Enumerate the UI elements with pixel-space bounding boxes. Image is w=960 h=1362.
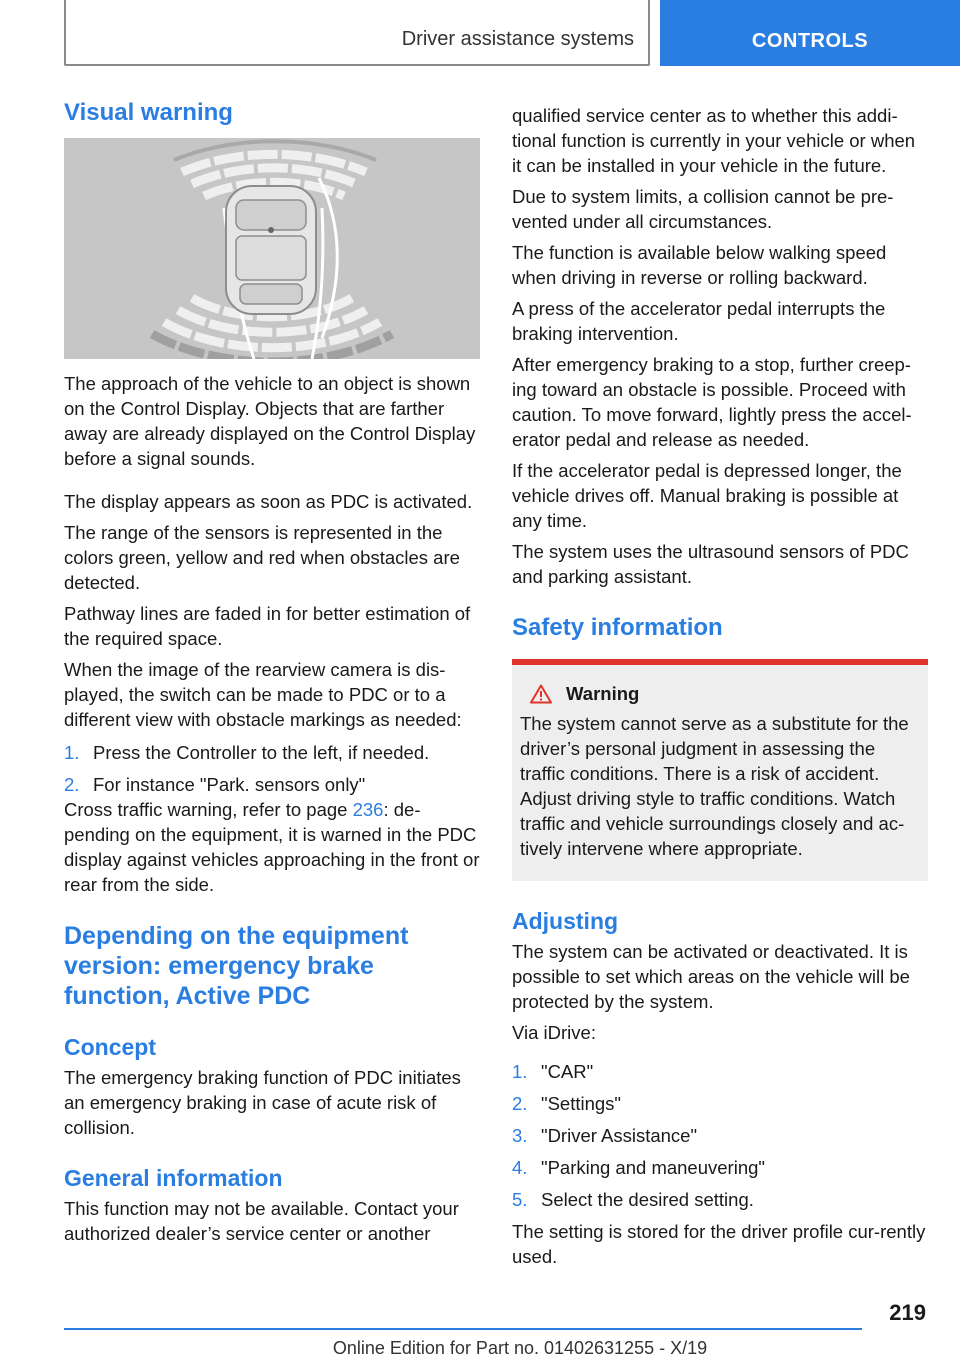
list-item <box>512 1091 928 1116</box>
creeping-paragraph: After emergency braking to a stop, further creep‐ing toward an obstacle is possible. Proceed with caution. To move forward, lightly press the accel‐erator pedal and release as needed. <box>512 354 912 450</box>
pdc-display-illustration <box>64 138 480 359</box>
warning-text: The system cannot serve as a substitute for the driver’s personal judgment in assessing the traffic conditions. There is a risk of accident. Adjust driving style to traffic conditions. Watch traffic and vehicle surroundings closely and ac‐tively intervene where appropriate. <box>520 713 909 859</box>
header-chapter-label: CONTROLS <box>751 30 869 52</box>
warning-title <box>530 683 920 705</box>
step-number: 1. <box>512 1061 528 1082</box>
pdc-display-image <box>64 138 480 359</box>
step-text: Select the desired setting. <box>541 1189 754 1210</box>
step-number: 3. <box>512 1125 528 1146</box>
concept-heading: Concept <box>64 1034 156 1060</box>
availability-paragraph: The function is available below walking speed when driving in reverse or rolling backward. <box>512 242 887 288</box>
general-information-paragraph: This function may not be available. Contact your authorized dealer’s service center or another <box>64 1198 459 1244</box>
list-item <box>512 1155 928 1180</box>
header-chapter-tab <box>660 0 960 66</box>
list-item <box>64 772 480 797</box>
visual-warning-paragraph-4: Pathway lines are faded in for better estimation of the required space. <box>64 603 471 649</box>
continued-paragraph: qualified service center as to whether this addi‐tional function is currently in your vehicle or when it can be installed in your vehicle in the future. <box>512 105 916 176</box>
visual-warning-paragraph-2: The display appears as soon as PDC is activated. <box>64 491 473 512</box>
adjusting-steps <box>512 1059 928 1212</box>
step-text: "CAR" <box>541 1061 594 1082</box>
visual-warning-paragraph-3: The range of the sensors is represented in the colors green, yellow and red when obstacles are detected. <box>64 522 460 593</box>
visual-warning-heading: Visual warning <box>64 99 233 126</box>
warning-triangle-icon <box>530 684 552 704</box>
cross-traffic-paragraph <box>64 797 480 897</box>
step-text: "Driver Assistance" <box>541 1125 698 1146</box>
list-item <box>512 1059 928 1084</box>
step-text: Press the Controller to the left, if needed. <box>93 742 430 763</box>
system-limits-paragraph: Due to system limits, a collision cannot be pre‐vented under all circumstances. <box>512 186 894 232</box>
drive-off-paragraph: If the accelerator pedal is depressed longer, the vehicle drives off. Manual braking is possible at any time. <box>512 460 902 531</box>
list-item <box>64 740 480 765</box>
visual-warning-paragraph-5: When the image of the rearview camera is dis‐played, the switch can be made to PDC or to a different view with obstacle markings as needed: <box>64 659 462 730</box>
step-number: 2. <box>512 1093 528 1114</box>
page-number: 219 <box>889 1300 926 1325</box>
right-column <box>512 103 928 1269</box>
step-number: 2. <box>64 774 80 795</box>
step-text: "Settings" <box>541 1093 621 1114</box>
stored-setting-paragraph: The setting is stored for the driver profile cur‐rently used. <box>512 1221 926 1267</box>
emergency-brake-heading: Depending on the equipment version: emergency brake function, Active PDC <box>64 922 409 1010</box>
accelerator-interrupt-paragraph: A press of the accelerator pedal interrupts the braking intervention. <box>512 298 886 344</box>
cross-traffic-text-end: : de‐pending on the equipment, it is warned in the PDC display against vehicles approaching in the front or rear from the side. <box>64 799 480 895</box>
cross-traffic-text-start: Cross traffic warning, refer to page <box>64 799 353 820</box>
via-idrive-label: Via iDrive: <box>512 1022 596 1043</box>
sensors-paragraph: The system uses the ultrasound sensors of PDC and parking assistant. <box>512 541 909 587</box>
edition-footer: Online Edition for Part no. 01402631255 - X/19 <box>332 1338 708 1358</box>
step-number: 5. <box>512 1189 528 1210</box>
visual-warning-paragraph-1: The approach of the vehicle to an object is shown on the Control Display. Objects that are farther away are already displayed on the Control Display before a signal sounds. <box>64 373 476 469</box>
running-header <box>64 0 650 66</box>
step-number: 1. <box>64 742 80 763</box>
adjusting-paragraph: The system can be activated or deactivated. It is possible to set which areas on the vehicle will be protected by the system. <box>512 941 910 1012</box>
view-switch-steps <box>64 740 480 797</box>
left-column <box>64 98 480 1246</box>
step-number: 4. <box>512 1157 528 1178</box>
step-text: "Parking and maneuvering" <box>541 1157 765 1178</box>
list-item <box>512 1187 928 1212</box>
adjusting-heading: Adjusting <box>512 908 619 934</box>
list-item <box>512 1123 928 1148</box>
warning-box <box>512 659 928 881</box>
concept-paragraph: The emergency braking function of PDC initiates an emergency braking in case of acute risk of collision. <box>64 1067 461 1138</box>
page-reference-link[interactable]: 236 <box>352 799 384 820</box>
safety-information-heading: Safety information <box>512 614 723 641</box>
header-section-title: Driver assistance systems <box>401 28 634 50</box>
step-text: For instance "Park. sensors only" <box>93 774 366 795</box>
warning-title-label: Warning <box>566 683 640 704</box>
general-information-heading: General information <box>64 1165 283 1191</box>
footer-divider <box>64 1328 862 1330</box>
